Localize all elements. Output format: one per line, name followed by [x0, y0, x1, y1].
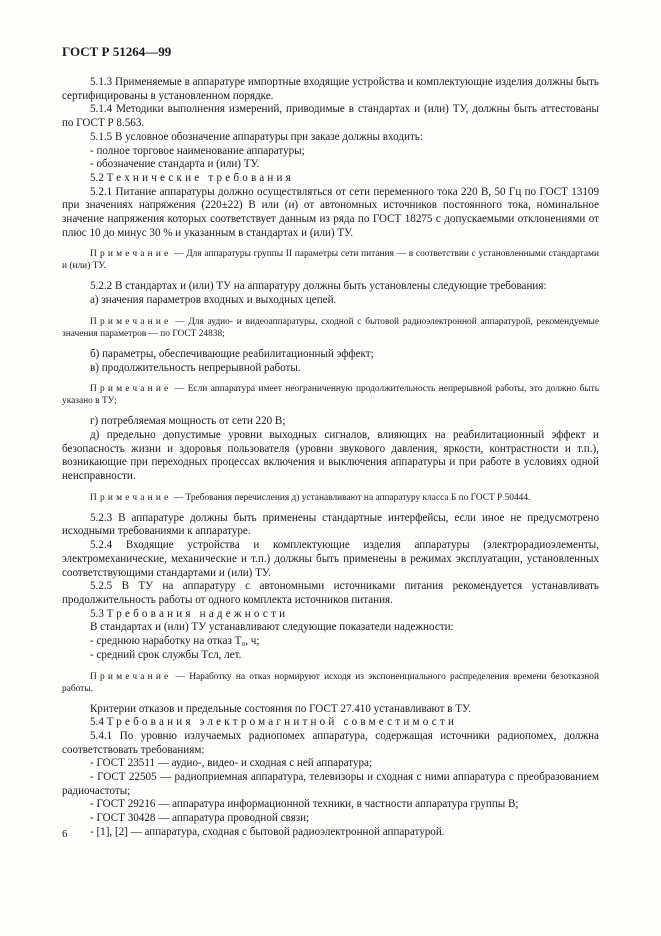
- note: [62, 248, 599, 272]
- page-number: 6: [62, 828, 68, 840]
- list-item: - обозначение стандарта и (или) ТУ.: [90, 158, 260, 171]
- note: [62, 492, 599, 504]
- list-item: - полное торговое наименование аппаратуры;: [90, 144, 305, 157]
- paragraph: 5.2.5 В ТУ на аппаратуру с автономными источниками питания рекомендуется устанавливать продолжительность работы от одного комплекта источников питания.: [62, 580, 599, 606]
- list-item: - ГОСТ 23511 — аудио-, видео- и сходная с ней аппаратура;: [90, 757, 373, 770]
- note-label: Примечание: [90, 492, 172, 503]
- section-number: 5.4: [90, 716, 104, 729]
- paragraph: Критерии отказов и предельные состояния по ГОСТ 27.410 устанавливают в ТУ.: [90, 702, 471, 715]
- note: [62, 316, 599, 340]
- paragraph: 5.4.1 По уровню излучаемых радиопомех аппаратура, содержащая источники радиопомех, должна соответствовать требованиям:: [62, 729, 599, 756]
- paragraph: 5.2.4 Входящие устройства и комплектующие изделия аппаратуры (электрорадиоэлементы, электромеханические, механические и т.п.) должны быть применены в режимах эксплуатации, установленных соответствующими стандартами и (или) ТУ.: [62, 539, 599, 579]
- list-item: - ГОСТ 29216 — аппаратура информационной техники, в частности аппаратура группы В;: [90, 798, 519, 811]
- note-text: — Для аппаратуры группы II параметры сети питания — в соответствии с установленными стандартами и (или) ТУ.: [62, 249, 599, 272]
- note-text: — Наработку на отказ нормируют исходя из экспоненциального распределения времени безотказной работы.: [62, 671, 599, 694]
- paragraph: В стандартах и (или) ТУ устанавливают следующие показатели надежности:: [90, 621, 454, 634]
- list-item: - средний срок службы Tсл, лет.: [90, 648, 242, 661]
- list-item: г) потребляемая мощность от сети 220 В;: [90, 415, 286, 428]
- note-label: Примечание: [90, 249, 172, 260]
- list-item: - ГОСТ 30428 — аппаратура проводной связи;: [90, 812, 310, 825]
- paragraph: 5.1.4 Методики выполнения измерений, приводимые в стандартах и (или) ТУ, должны быть аттестованы по ГОСТ Р 8.563.: [62, 103, 599, 130]
- note-text: — Если аппаратура имеет неограниченную продолжительность непрерывной работы, это должно быть указано в ТУ;: [62, 384, 599, 407]
- note-label: Примечание: [90, 316, 172, 327]
- note-label: Примечание: [90, 384, 172, 395]
- document-body: [62, 76, 599, 840]
- section-number: 5.3: [90, 607, 104, 620]
- list-item: - среднюю наработку на отказ T₀, ч;: [90, 635, 260, 648]
- section-title: Технические требования: [106, 171, 294, 184]
- note: [62, 671, 599, 695]
- list-item: д) предельно допустимые уровни выходных сигналов, влияющих на реабилитационный эффект и безопасность жизни и здоровья пользователя (уровни звукового давления, яркости, контрастности и т.п.), возникающие при переходных процессах включения и выключения аппаратуры и при работе в условиях одной неисправности.: [62, 428, 599, 483]
- section-title: Требования электромагнитной совместимости: [106, 716, 458, 729]
- section-heading: [62, 172, 599, 186]
- paragraph: 5.1.3 Применяемые в аппаратуре импортные входящие устройства и комплектующие изделия должны быть сертифицированы в установленном порядке.: [62, 76, 599, 102]
- paragraph: 5.2.2 В стандартах и (или) ТУ на аппаратуру должны быть установлены следующие требования:: [90, 280, 547, 293]
- section-heading: [62, 716, 599, 730]
- section-heading: [62, 608, 599, 622]
- note: [62, 383, 599, 407]
- list-item: - [1], [2] — аппаратура, сходная с бытовой радиоэлектронной аппаратурой.: [90, 825, 445, 838]
- list-item: - ГОСТ 22505 — радиоприемная аппаратура, телевизоры и сходная с ними аппаратура с преобразованием радиочастоты;: [62, 771, 599, 797]
- list-item: в) продолжительность непрерывной работы.: [90, 361, 301, 374]
- paragraph: 5.1.5 В условное обозначение аппаратуры при заказе должны входить:: [90, 130, 423, 143]
- note-text: — Для аудио- и видеоаппаратуры, сходной с бытовой радиоэлектронной аппаратурой, рекомендуемые значения параметров — по ГОСТ 24838;: [62, 316, 599, 339]
- paragraph: 5.2.1 Питание аппаратуры должно осуществляться от сети переменного тока 220 В, 50 Гц по ГОСТ 13109 при значениях напряжения (220±22) В или (и) от автономных источников постоянного тока, номинальное значение напряжения которых соответствует данным из ряда по ГОСТ 18275 с допускаемыми отклонениями от плюс 10 до минус 30 % и указанным в стандартах и (или) ТУ.: [62, 185, 599, 239]
- section-title: Требования надежности: [106, 607, 289, 620]
- list-item: б) параметры, обеспечивающие реабилитационный эффект;: [90, 347, 374, 360]
- list-item: а) значения параметров входных и выходных цепей.: [90, 294, 337, 307]
- document-header: ГОСТ Р 51264—99: [62, 44, 172, 59]
- paragraph: 5.2.3 В аппаратуре должны быть применены стандартные интерфейсы, если иное не предусмотрено исходными требованиями к аппаратуре.: [62, 511, 599, 538]
- note-text: — Требования перечисления д) устанавливают на аппаратуру класса Б по ГОСТ Р 50444.: [171, 492, 531, 503]
- section-number: 5.2: [90, 171, 104, 184]
- note-label: Примечание: [90, 671, 172, 682]
